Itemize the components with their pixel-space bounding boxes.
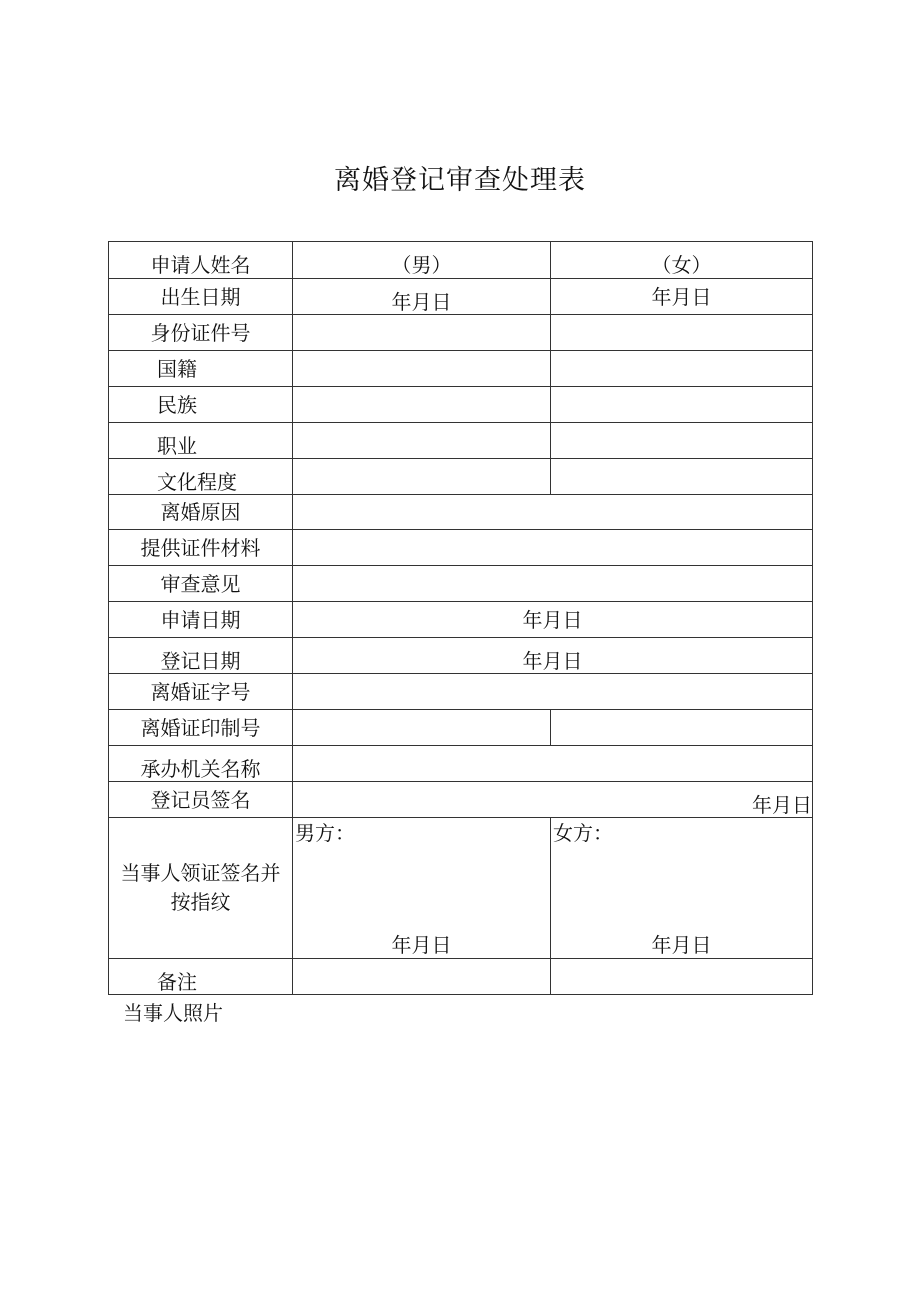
label-authority-name: 承办机关名称 <box>109 746 293 782</box>
label-documents-provided: 提供证件材料 <box>109 530 293 566</box>
female-side-label: 女方： <box>553 821 613 845</box>
documents-provided-value <box>293 530 813 566</box>
certificate-print-number-male <box>293 710 551 746</box>
photo-label: 当事人照片 <box>123 1001 223 1025</box>
row-authority-name <box>109 746 813 782</box>
label-applicant-name: 申请人姓名 <box>109 242 293 279</box>
id-number-female <box>551 315 813 351</box>
male-signature-cell <box>293 818 551 959</box>
label-nationality: 国籍 <box>109 351 293 387</box>
row-remarks <box>109 959 813 995</box>
label-registrar-signature: 登记员签名 <box>109 782 293 818</box>
value-female: （女） <box>551 242 813 279</box>
occupation-female <box>551 423 813 459</box>
divorce-review-table <box>108 241 813 995</box>
birth-date-male: 年月日 <box>293 279 551 315</box>
page-title: 离婚登记审查处理表 <box>334 165 586 196</box>
row-application-date <box>109 602 813 638</box>
occupation-male <box>293 423 551 459</box>
row-education <box>109 459 813 495</box>
row-review-opinion <box>109 566 813 602</box>
label-registration-date: 登记日期 <box>109 638 293 674</box>
label-birth-date: 出生日期 <box>109 279 293 315</box>
female-signature-date: 年月日 <box>651 933 712 957</box>
row-birth-date <box>109 279 813 315</box>
divorce-reason-value <box>293 495 813 530</box>
remarks-female <box>551 959 813 995</box>
row-occupation <box>109 423 813 459</box>
label-education: 文化程度 <box>109 459 293 495</box>
label-remarks: 备注 <box>109 959 293 995</box>
label-review-opinion: 审查意见 <box>109 566 293 602</box>
application-date-value: 年月日 <box>293 602 813 638</box>
row-applicant-name <box>109 242 813 279</box>
row-documents-provided <box>109 530 813 566</box>
education-female <box>551 459 813 495</box>
label-party-signature: 当事人领证签名并按指纹 <box>109 818 293 959</box>
male-signature-date: 年月日 <box>391 933 452 957</box>
label-id-number: 身份证件号 <box>109 315 293 351</box>
registrar-signature-date: 年月日 <box>293 782 813 818</box>
label-certificate-print-number: 离婚证印制号 <box>109 710 293 746</box>
value-male: （男） <box>293 242 551 279</box>
row-party-signature <box>109 818 813 959</box>
registration-date-value: 年月日 <box>293 638 813 674</box>
authority-name-value <box>293 746 813 782</box>
label-occupation: 职业 <box>109 423 293 459</box>
row-id-number <box>109 315 813 351</box>
review-opinion-value <box>293 566 813 602</box>
nationality-female <box>551 351 813 387</box>
row-nationality <box>109 351 813 387</box>
nationality-male <box>293 351 551 387</box>
row-certificate-number <box>109 674 813 710</box>
row-ethnicity <box>109 387 813 423</box>
row-registrar-signature <box>109 782 813 818</box>
row-registration-date <box>109 638 813 674</box>
ethnicity-male <box>293 387 551 423</box>
remarks-male <box>293 959 551 995</box>
label-application-date: 申请日期 <box>109 602 293 638</box>
birth-date-female: 年月日 <box>551 279 813 315</box>
certificate-print-number-female <box>551 710 813 746</box>
label-ethnicity: 民族 <box>109 387 293 423</box>
id-number-male <box>293 315 551 351</box>
certificate-number-value <box>293 674 813 710</box>
ethnicity-female <box>551 387 813 423</box>
row-certificate-print-number <box>109 710 813 746</box>
label-divorce-reason: 离婚原因 <box>109 495 293 530</box>
label-certificate-number: 离婚证字号 <box>109 674 293 710</box>
male-side-label: 男方： <box>295 821 355 845</box>
education-male <box>293 459 551 495</box>
female-signature-cell <box>551 818 813 959</box>
row-divorce-reason <box>109 495 813 530</box>
